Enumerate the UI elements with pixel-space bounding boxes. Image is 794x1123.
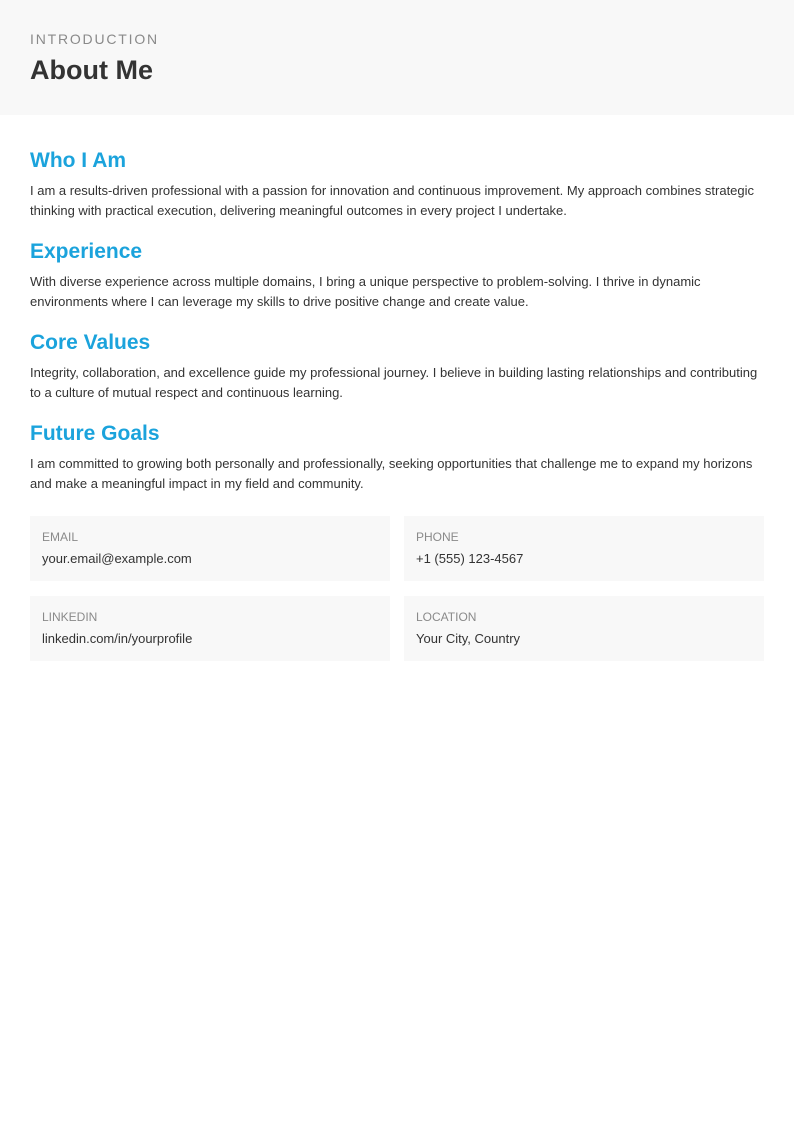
page-title: About Me — [30, 55, 153, 85]
contact-card-linkedin — [30, 596, 390, 661]
phone-value[interactable]: +1 (555) 123-4567 — [416, 551, 524, 566]
section-body: I am a results-driven professional with a passion for innovation and continuous improvement. My approach combines strategic thinking with practical execution, delivering meaningful outcomes in every project I undertake. — [30, 183, 755, 218]
contact-grid — [30, 516, 764, 661]
section-core-values — [30, 330, 764, 403]
section-body: I am committed to growing both personally and professionally, seeking opportunities that challenge me to expand my horizons and make a meaningful impact in my field and community. — [30, 456, 753, 491]
main-content — [0, 148, 794, 661]
contact-card-phone — [404, 516, 764, 581]
section-body: With diverse experience across multiple domains, I bring a unique perspective to problem-solving. I thrive in dynamic environments where I can leverage my skills to drive positive change and create value. — [30, 274, 701, 309]
section-experience — [30, 239, 764, 312]
contact-card-email — [30, 516, 390, 581]
contact-label: EMAIL — [42, 530, 79, 544]
section-heading: Experience — [30, 240, 143, 263]
section-heading: Core Values — [30, 331, 151, 354]
contact-label: LINKEDIN — [42, 610, 98, 624]
page-header — [0, 0, 794, 115]
section-heading: Who I Am — [30, 149, 127, 172]
contact-label: LOCATION — [416, 610, 477, 624]
location-value: Your City, Country — [416, 631, 521, 646]
contact-label: PHONE — [416, 530, 459, 544]
email-value[interactable]: your.email@example.com — [42, 551, 192, 566]
contact-card-location — [404, 596, 764, 661]
section-heading: Future Goals — [30, 422, 160, 445]
section-who-i-am — [30, 148, 764, 221]
linkedin-value[interactable]: linkedin.com/in/yourprofile — [42, 631, 193, 646]
header-eyebrow: INTRODUCTION — [30, 31, 159, 47]
section-future-goals — [30, 421, 764, 494]
section-body: Integrity, collaboration, and excellence guide my professional journey. I believe in building lasting relationships and contributing to a culture of mutual respect and continuous learning. — [30, 365, 758, 400]
